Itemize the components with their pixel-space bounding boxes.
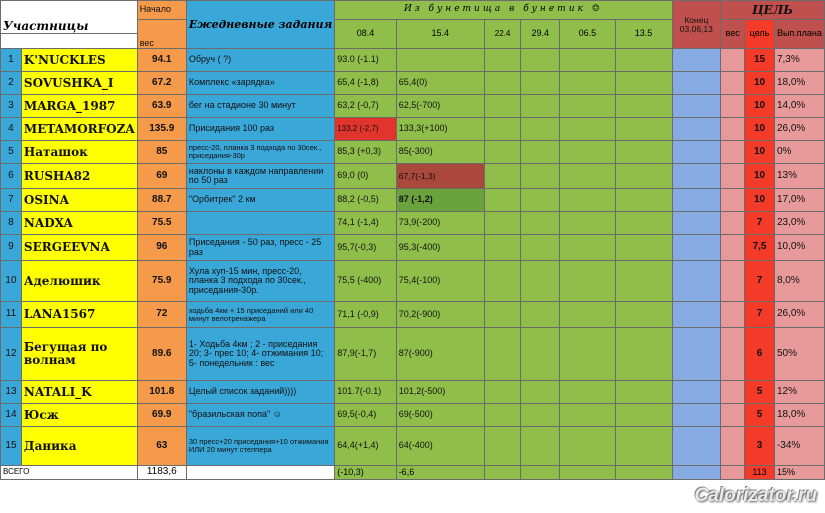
participant-name: Аделюшик [21,261,137,302]
header-tasks: Ежедневные задания [186,1,334,49]
weight-week-3 [484,118,521,141]
participant-name: MARGA_1987 [21,95,137,118]
weight-week-4 [521,381,560,404]
goal-value: 10 [745,95,775,118]
weight-week-5 [560,49,615,72]
row-number: 10 [1,261,22,302]
weight-week-1: 75,5 (-400) [335,261,396,302]
goal-weight [721,95,745,118]
total-label: ВСЕГО [1,466,138,480]
end-weight [672,328,721,381]
start-weight: 89.6 [137,328,186,381]
start-weight: 85 [137,141,186,164]
weight-week-4 [521,118,560,141]
goal-value: 7 [745,261,775,302]
row-number: 14 [1,404,22,427]
participant-name: K'NUCKLES [21,49,137,72]
weight-week-5 [560,404,615,427]
plan-percent: 50% [774,328,824,381]
start-weight: 94.1 [137,49,186,72]
weight-week-5 [560,381,615,404]
weight-week-1: 85,3 (+0,3) [335,141,396,164]
total-plan-percent: 15% [774,466,824,480]
weight-week-6 [615,141,672,164]
row-number: 7 [1,189,22,212]
weight-week-2: 65,4(0) [396,72,484,95]
header-weight: вес [721,20,745,49]
daily-task [186,212,334,235]
weight-week-6 [615,49,672,72]
start-weight: 96 [137,235,186,261]
weight-week-3 [484,164,521,189]
weight-week-1: 64,4(+1,4) [335,427,396,466]
weight-week-4 [521,141,560,164]
weight-week-3 [484,302,521,328]
goal-weight [721,427,745,466]
weight-week-6 [615,212,672,235]
goal-weight [721,49,745,72]
total-week-1: (-10,3) [335,466,396,480]
goal-value: 10 [745,189,775,212]
plan-percent: 10,0% [774,235,824,261]
participant-name: Даника [21,427,137,466]
start-weight: 101.8 [137,381,186,404]
weight-week-2: 69(-500) [396,404,484,427]
header-date-1: 08.4 [335,20,396,49]
plan-percent: 12% [774,381,824,404]
goal-value: 5 [745,381,775,404]
weight-week-4 [521,302,560,328]
total-week-3 [484,466,521,480]
end-weight [672,49,721,72]
weight-week-5 [560,328,615,381]
goal-value: 10 [745,72,775,95]
weight-week-2: 73,9(-200) [396,212,484,235]
weight-week-5 [560,141,615,164]
header-done-pct: Вып.плана [774,20,824,49]
goal-weight [721,404,745,427]
weight-week-3 [484,189,521,212]
header-participants-filler [1,34,138,49]
header-goal: цель [745,20,775,49]
weight-week-4 [521,404,560,427]
plan-percent: 26,0% [774,118,824,141]
weight-week-6 [615,72,672,95]
weight-week-1: 74,1 (-1,4) [335,212,396,235]
total-end [672,466,721,480]
daily-task: Хула хуп-15 мин, пресс-20, планка 3 подхода по 30сек., приседания-30р. [186,261,334,302]
total-week-5 [560,466,615,480]
row-number: 1 [1,49,22,72]
weight-week-2: 133,3(+100) [396,118,484,141]
weight-week-4 [521,189,560,212]
start-weight: 69 [137,164,186,189]
plan-percent: 7,3% [774,49,824,72]
weight-week-4 [521,212,560,235]
weight-week-2: 64(-400) [396,427,484,466]
weight-week-3 [484,95,521,118]
weight-week-4 [521,95,560,118]
weight-week-5 [560,72,615,95]
weight-week-1: 71,1 (-0,9) [335,302,396,328]
weight-week-3 [484,49,521,72]
plan-percent: 23,0% [774,212,824,235]
header-date-3: 22.4 [484,20,521,49]
goal-weight [721,235,745,261]
participant-name: SOVUSHKA_I [21,72,137,95]
row-number: 11 [1,302,22,328]
weight-week-1: 65,4 (-1,8) [335,72,396,95]
row-number: 2 [1,72,22,95]
weight-week-2: 67,7(-1,3) [396,164,484,189]
goal-weight [721,141,745,164]
goal-value: 7 [745,212,775,235]
weight-week-6 [615,404,672,427]
total-week-4 [521,466,560,480]
daily-task: пресс-20, планка 3 подхода по 30сек., приседания-30р [186,141,334,164]
row-number: 15 [1,427,22,466]
weight-week-5 [560,95,615,118]
weight-week-2: 75,4(-100) [396,261,484,302]
daily-task: "бразильская попа" ☺ [186,404,334,427]
goal-value: 6 [745,328,775,381]
weight-week-5 [560,212,615,235]
weight-week-6 [615,261,672,302]
weight-week-6 [615,118,672,141]
weight-week-4 [521,235,560,261]
weight-week-4 [521,427,560,466]
weight-week-4 [521,72,560,95]
end-weight [672,141,721,164]
start-weight: 63 [137,427,186,466]
plan-percent: 26,0% [774,302,824,328]
header-participants: Участницы [1,1,138,34]
row-number: 5 [1,141,22,164]
weight-week-6 [615,328,672,381]
daily-task: Обруч ( ?) [186,49,334,72]
start-weight: 75.9 [137,261,186,302]
end-weight [672,118,721,141]
participant-name: Бегущая по волнам [21,328,137,381]
header-goal-title: ЦЕЛЬ [721,1,825,20]
weight-week-4 [521,49,560,72]
weight-week-3 [484,72,521,95]
start-weight: 67.2 [137,72,186,95]
plan-percent: 8,0% [774,261,824,302]
daily-task: бег на стадионе 30 минут [186,95,334,118]
row-number: 3 [1,95,22,118]
end-weight [672,427,721,466]
row-number: 12 [1,328,22,381]
end-weight [672,95,721,118]
end-weight [672,381,721,404]
daily-task: Целый список заданий)))) [186,381,334,404]
weight-week-3 [484,141,521,164]
weight-week-4 [521,328,560,381]
weight-week-3 [484,261,521,302]
daily-task: 30 пресс+20 приседания+10 отжимания ИЛИ 20 минут степпера [186,427,334,466]
weight-week-2: 62,5(-700) [396,95,484,118]
end-weight [672,302,721,328]
weight-week-5 [560,118,615,141]
weight-week-6 [615,427,672,466]
total-goal-weight [721,466,745,480]
daily-task: Присидания 100 раз [186,118,334,141]
weight-week-3 [484,381,521,404]
weight-week-1: 63,2 (-0,7) [335,95,396,118]
weight-week-2: 85(-300) [396,141,484,164]
goal-value: 10 [745,141,775,164]
start-weight: 69.9 [137,404,186,427]
start-weight: 63.9 [137,95,186,118]
participant-name: Наташок [21,141,137,164]
end-weight [672,212,721,235]
participant-name: NATALI_K [21,381,137,404]
weight-week-2: 95,3(-400) [396,235,484,261]
weight-week-5 [560,189,615,212]
weight-week-1: 88,2 (-0,5) [335,189,396,212]
total-week-6 [615,466,672,480]
weight-week-6 [615,302,672,328]
plan-percent: 0% [774,141,824,164]
header-group-title: Из бунетища в бунетик ☺ [335,1,672,20]
weight-week-1: 87,9(-1,7) [335,328,396,381]
goal-value: 10 [745,164,775,189]
weight-week-6 [615,235,672,261]
weight-week-3 [484,328,521,381]
daily-task: 1- Ходьба 4км ; 2 - приседания 20; 3- прес 10; 4- отжимания 10; 5- понедельник : вес [186,328,334,381]
goal-weight [721,189,745,212]
weight-week-3 [484,404,521,427]
plan-percent: 18,0% [774,72,824,95]
goal-weight [721,381,745,404]
weight-week-5 [560,235,615,261]
row-number: 4 [1,118,22,141]
goal-value: 3 [745,427,775,466]
header-date-6: 13.5 [615,20,672,49]
header-date-4: 29.4 [521,20,560,49]
plan-percent: -34% [774,427,824,466]
goal-weight [721,118,745,141]
participant-name: METAMORFOZA [21,118,137,141]
weight-week-4 [521,164,560,189]
weight-week-3 [484,235,521,261]
end-weight [672,235,721,261]
weight-week-5 [560,261,615,302]
weight-week-1: 69,0 (0) [335,164,396,189]
header-end: Конец 03,06,13 [672,1,721,49]
weight-week-5 [560,427,615,466]
header-start-weight: вес [137,20,186,49]
goal-weight [721,261,745,302]
total-start-weight: 1183,6 [137,466,186,480]
row-number: 8 [1,212,22,235]
start-weight: 135.9 [137,118,186,141]
daily-task: "Орбитрек" 2 км [186,189,334,212]
weight-week-2: 101,2(-500) [396,381,484,404]
goal-weight [721,72,745,95]
plan-percent: 13% [774,164,824,189]
participant-name: LANA1567 [21,302,137,328]
goal-weight [721,212,745,235]
end-weight [672,261,721,302]
watermark: Calorizator.ru [694,485,817,506]
weight-week-2: 70,2(-900) [396,302,484,328]
row-number: 13 [1,381,22,404]
end-weight [672,164,721,189]
goal-weight [721,164,745,189]
goal-weight [721,328,745,381]
header-date-2: 15.4 [396,20,484,49]
weight-week-6 [615,95,672,118]
header-start: Начало [137,1,186,20]
weight-week-1: 101.7(-0.1) [335,381,396,404]
daily-task: Комплекс «зарядка» [186,72,334,95]
start-weight: 72 [137,302,186,328]
participant-name: NADXA [21,212,137,235]
participant-name: SERGEEVNA [21,235,137,261]
end-weight [672,189,721,212]
weight-week-2 [396,49,484,72]
goal-value: 7 [745,302,775,328]
total-week-2: -6,6 [396,466,484,480]
row-number: 9 [1,235,22,261]
weight-week-5 [560,302,615,328]
weight-week-2: 87 (-1,2) [396,189,484,212]
weight-week-5 [560,164,615,189]
weight-week-2: 87(-900) [396,328,484,381]
weight-week-1: 93.0 (-1.1) [335,49,396,72]
end-weight [672,72,721,95]
plan-percent: 18,0% [774,404,824,427]
daily-task: Приседания - 50 раз, пресс - 25 раз [186,235,334,261]
daily-task: ходьба 4км + 15 приседаний или 40 минут велотренажера [186,302,334,328]
participant-name: RUSHA82 [21,164,137,189]
weight-week-6 [615,164,672,189]
goal-weight [721,302,745,328]
weight-week-1: 69,5(-0,4) [335,404,396,427]
header-date-5: 06.5 [560,20,615,49]
row-number: 6 [1,164,22,189]
weight-week-1: 95,7(-0,3) [335,235,396,261]
plan-percent: 14,0% [774,95,824,118]
end-weight [672,404,721,427]
participant-name: OSINA [21,189,137,212]
start-weight: 88.7 [137,189,186,212]
daily-task: наклоны в каждом направлении по 50 раз [186,164,334,189]
goal-value: 7,5 [745,235,775,261]
weight-week-1: 133,2 (-2,7) [335,118,396,141]
participant-name: Юсж [21,404,137,427]
weight-week-6 [615,189,672,212]
goal-value: 5 [745,404,775,427]
total-goal: 113 [745,466,775,480]
weight-week-3 [484,427,521,466]
weight-week-6 [615,381,672,404]
goal-value: 15 [745,49,775,72]
start-weight: 75.5 [137,212,186,235]
plan-percent: 17,0% [774,189,824,212]
weight-week-3 [484,212,521,235]
total-task-empty [186,466,334,480]
weight-week-4 [521,261,560,302]
goal-value: 10 [745,118,775,141]
